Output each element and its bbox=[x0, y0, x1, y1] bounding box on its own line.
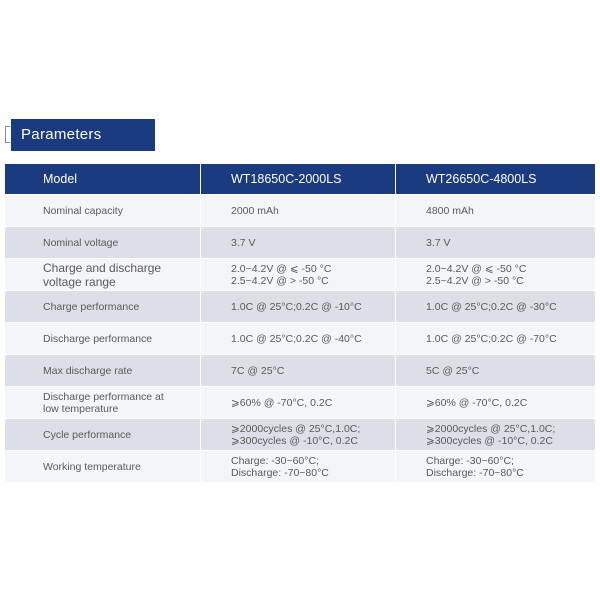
param-label bbox=[5, 259, 200, 291]
value-wt18650c-line: 2.5~4.2V @ > -50 °C bbox=[231, 274, 329, 287]
value-wt26650c bbox=[395, 227, 595, 259]
value-wt26650c bbox=[395, 451, 595, 483]
param-label-line: Cycle performance bbox=[43, 428, 132, 441]
value-wt26650c bbox=[395, 419, 595, 451]
column-header-wt26650c: WT26650C-4800LS bbox=[395, 164, 595, 195]
value-wt18650c-line: 3.7 V bbox=[231, 236, 256, 249]
parameters-table bbox=[5, 164, 595, 483]
value-wt18650c-line: Charge: -30~60°C; bbox=[231, 454, 319, 467]
value-wt18650c-line: 2.0~4.2V @ ⩽ -50 °C bbox=[231, 262, 332, 275]
value-wt26650c-line: ⩾300cycles @ -10°C, 0.2C bbox=[426, 434, 553, 447]
param-label-line: Charge and discharge bbox=[43, 260, 162, 275]
value-wt26650c-line: 5C @ 25°C bbox=[426, 364, 480, 377]
param-label bbox=[5, 227, 200, 259]
param-label-line: Nominal voltage bbox=[43, 236, 119, 249]
table-row bbox=[5, 195, 595, 227]
param-label-line: Charge performance bbox=[43, 300, 140, 313]
param-label bbox=[5, 387, 200, 419]
value-wt18650c bbox=[200, 451, 395, 483]
value-wt18650c bbox=[200, 291, 395, 323]
value-wt26650c-line: ⩾60% @ -70°C, 0.2C bbox=[426, 396, 528, 409]
param-label bbox=[5, 451, 200, 483]
value-wt26650c-line: Charge: -30~60°C; bbox=[426, 454, 514, 467]
value-wt18650c bbox=[200, 195, 395, 227]
value-wt26650c-line: Discharge: -70~80°C bbox=[426, 466, 524, 479]
value-wt26650c-line: 4800 mAh bbox=[426, 204, 474, 217]
param-label-line: Discharge performance at bbox=[43, 390, 164, 403]
param-label bbox=[5, 419, 200, 451]
header-bracket-decoration bbox=[5, 126, 10, 143]
value-wt26650c-line: 2.5~4.2V @ > -50 °C bbox=[426, 274, 524, 287]
value-wt26650c-line: 2.0~4.2V @ ⩽ -50 °C bbox=[426, 262, 527, 275]
column-header-wt18650c: WT18650C-2000LS bbox=[200, 164, 395, 195]
value-wt26650c bbox=[395, 355, 595, 387]
value-wt26650c bbox=[395, 291, 595, 323]
param-label-line: Discharge performance bbox=[43, 332, 153, 345]
value-wt18650c bbox=[200, 259, 395, 291]
value-wt18650c-line: ⩾2000cycles @ 25°C,1.0C; bbox=[231, 422, 361, 435]
value-wt18650c bbox=[200, 387, 395, 419]
value-wt18650c-line: ⩾300cycles @ -10°C, 0.2C bbox=[231, 434, 358, 447]
table-header-row bbox=[5, 164, 595, 195]
value-wt26650c-line: 1.0C @ 25°C;0.2C @ -30°C bbox=[426, 300, 557, 313]
value-wt26650c bbox=[395, 323, 595, 355]
value-wt18650c-line: 1.0C @ 25°C;0.2C @ -10°C bbox=[231, 300, 362, 313]
table-row bbox=[5, 387, 595, 419]
value-wt26650c bbox=[395, 387, 595, 419]
param-label bbox=[5, 355, 200, 387]
table-row bbox=[5, 227, 595, 259]
table-body bbox=[5, 195, 595, 483]
table-row bbox=[5, 355, 595, 387]
param-label-line: Working temperature bbox=[43, 460, 141, 473]
value-wt18650c-line: 7C @ 25°C bbox=[231, 364, 285, 377]
value-wt18650c bbox=[200, 227, 395, 259]
value-wt26650c bbox=[395, 195, 595, 227]
value-wt18650c bbox=[200, 419, 395, 451]
table-row bbox=[5, 451, 595, 483]
param-label-line: voltage range bbox=[43, 274, 116, 289]
table-row bbox=[5, 291, 595, 323]
column-header-model: Model bbox=[5, 164, 200, 195]
table-row bbox=[5, 323, 595, 355]
value-wt26650c-line: ⩾2000cycles @ 25°C,1.0C; bbox=[426, 422, 556, 435]
value-wt18650c-line: ⩾60% @ -70°C, 0.2C bbox=[231, 396, 333, 409]
value-wt26650c-line: 1.0C @ 25°C;0.2C @ -70°C bbox=[426, 332, 557, 345]
value-wt26650c-line: 3.7 V bbox=[426, 236, 451, 249]
table-row bbox=[5, 259, 595, 291]
value-wt18650c bbox=[200, 323, 395, 355]
param-label-line: Max discharge rate bbox=[43, 364, 133, 377]
value-wt18650c-line: 1.0C @ 25°C;0.2C @ -40°C bbox=[231, 332, 362, 345]
param-label bbox=[5, 195, 200, 227]
param-label bbox=[5, 323, 200, 355]
value-wt18650c-line: 2000 mAh bbox=[231, 204, 279, 217]
value-wt18650c-line: Discharge: -70~80°C bbox=[231, 466, 329, 479]
param-label bbox=[5, 291, 200, 323]
param-label-line: Nominal capacity bbox=[43, 204, 123, 217]
value-wt18650c bbox=[200, 355, 395, 387]
value-wt26650c bbox=[395, 259, 595, 291]
table-row bbox=[5, 419, 595, 451]
param-label-line: low temperature bbox=[43, 402, 119, 415]
section-title: Parameters bbox=[11, 119, 155, 151]
